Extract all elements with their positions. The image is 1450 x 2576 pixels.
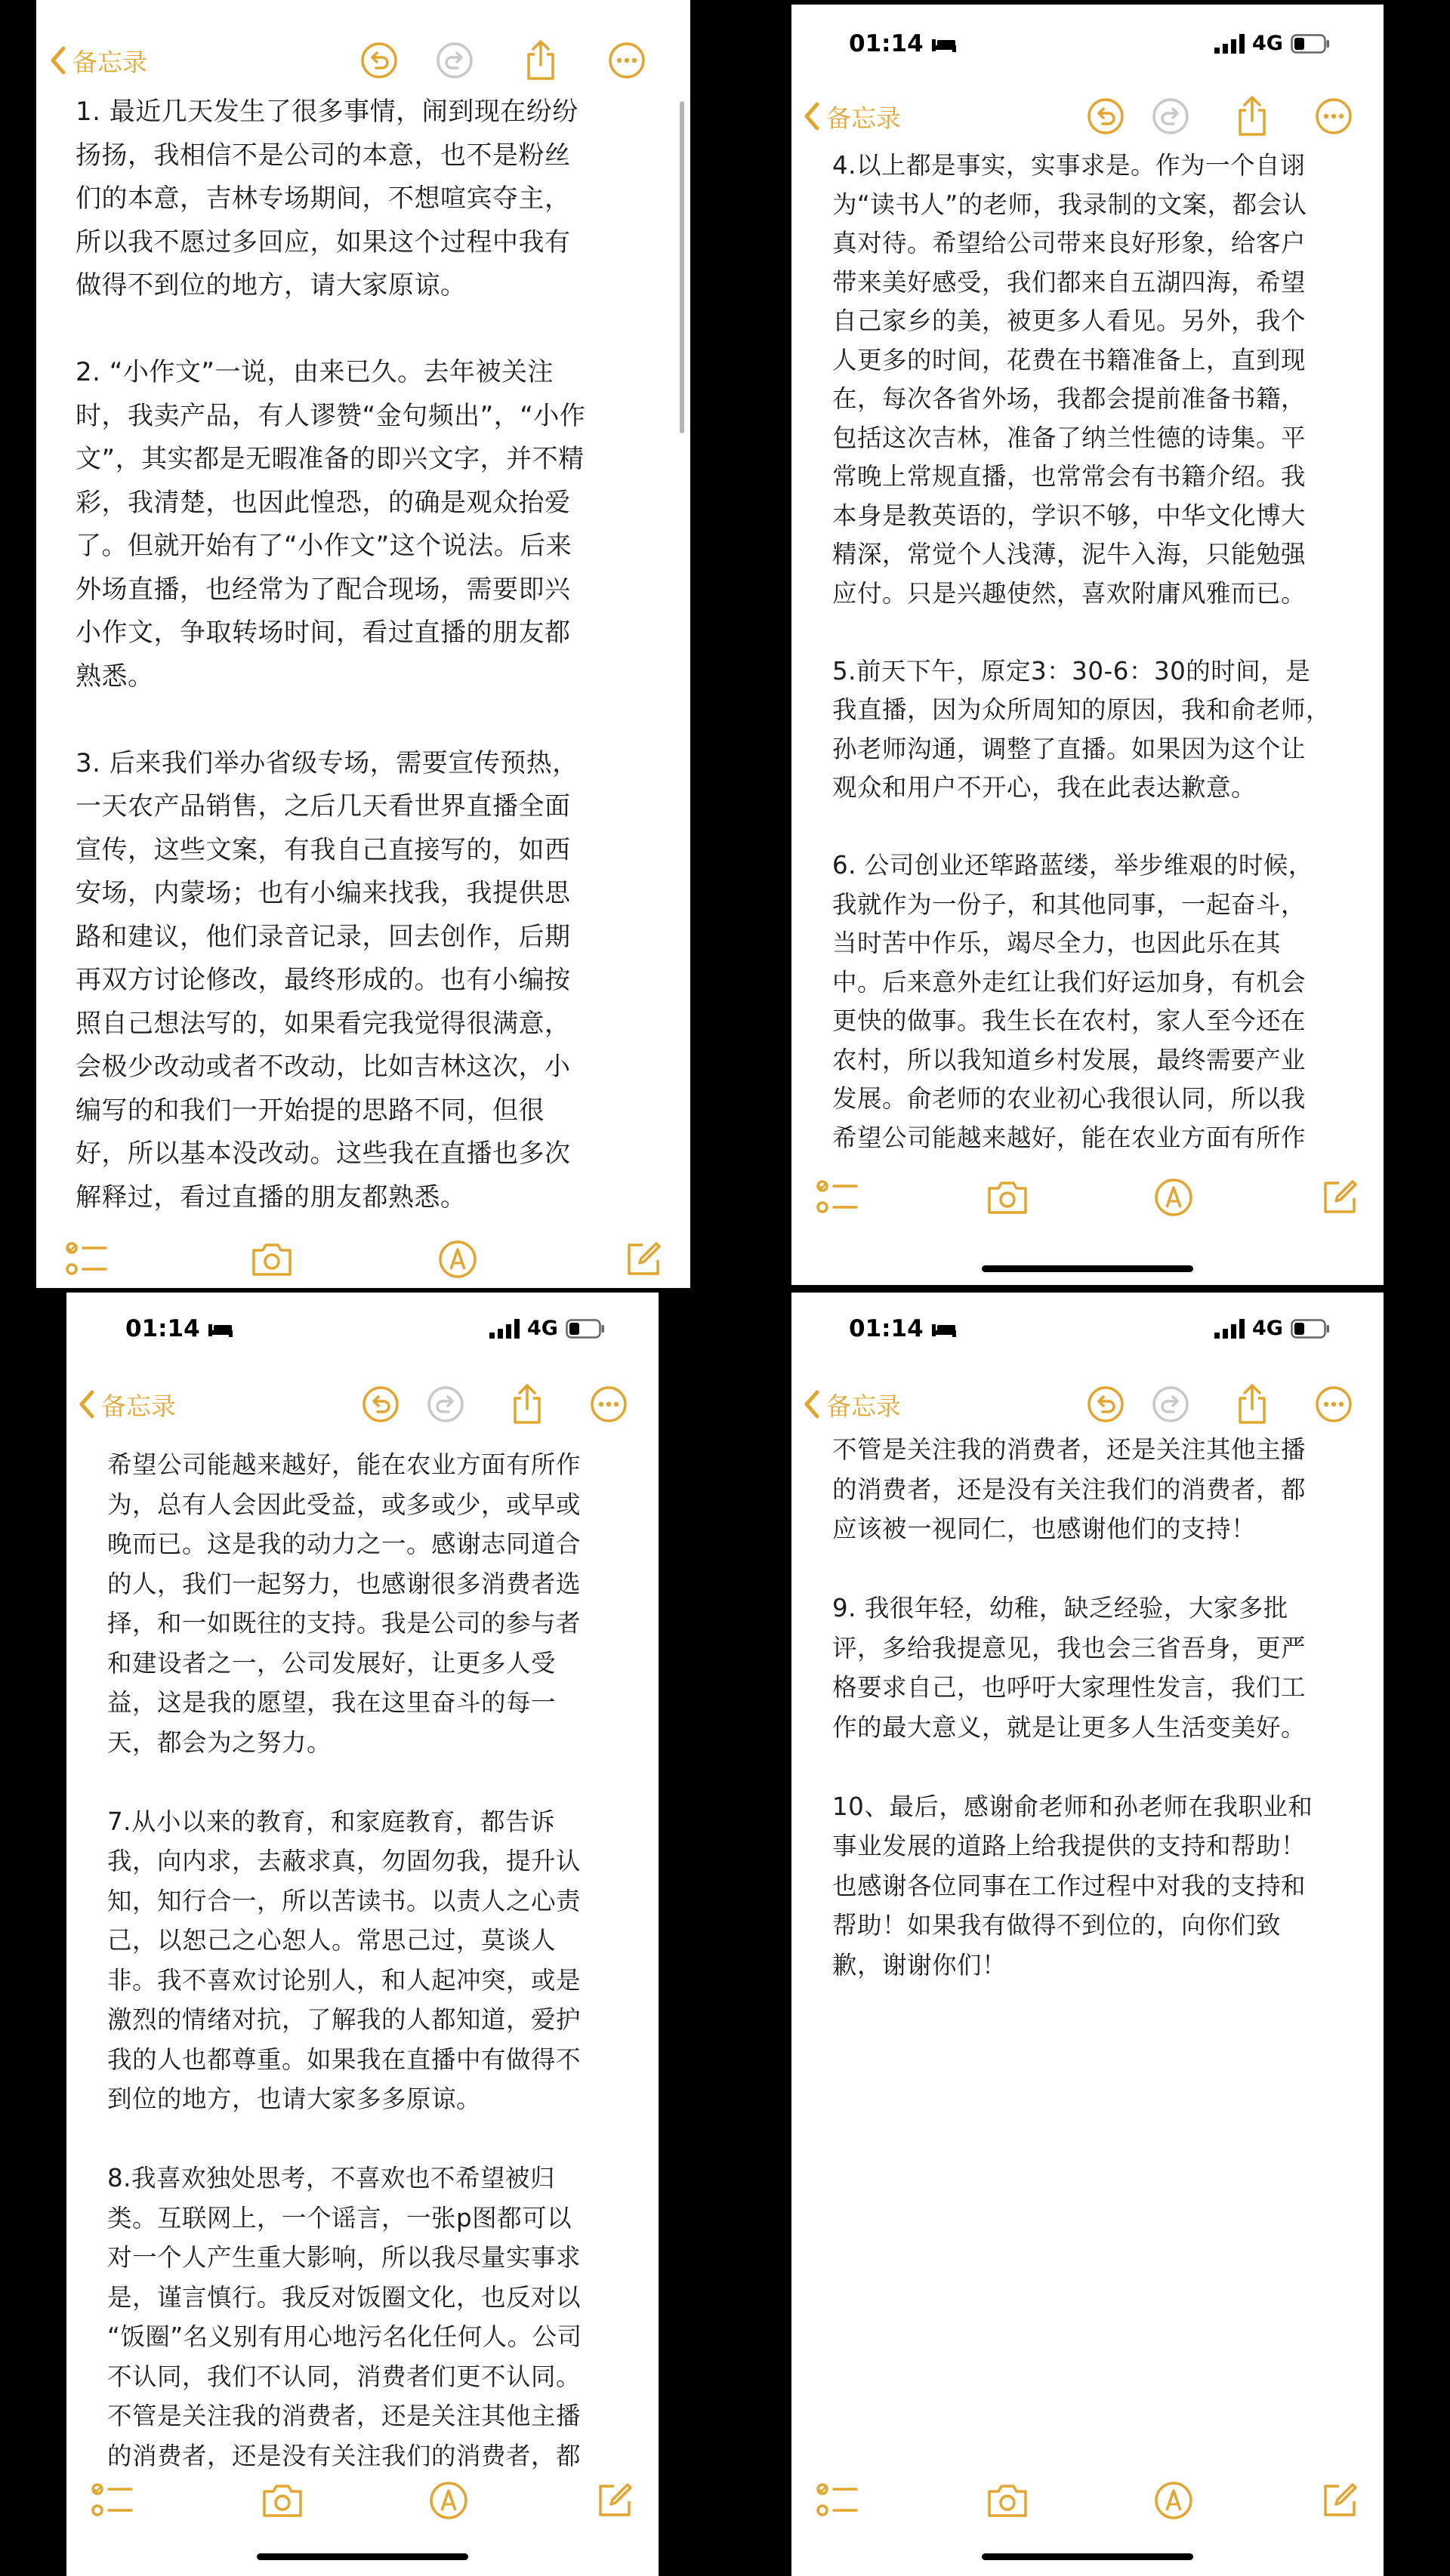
undo-button[interactable]	[358, 39, 400, 82]
back-button[interactable]	[48, 30, 147, 91]
back-button[interactable]	[802, 1374, 901, 1434]
sleep-bed-icon	[931, 1320, 957, 1338]
redo-icon	[1151, 1385, 1190, 1424]
bottom-toolbar	[36, 1229, 690, 1288]
back-button[interactable]	[77, 1374, 176, 1434]
note-text[interactable]: 1. 最近几天发生了很多事情，闹到现在纷纷 扬扬，我相信不是公司的本意，也不是粉丝 们的本意，吉林专场期间，不想喧宾夺主， 所以我不愿过多回应，如果这个过程中我有 做得不到位的地方，请大家原谅。 2. “小作文”一说，由来已久。去年被关注 时，我卖产品，有人谬赞“金句频出”，“小作 文”，其实都是无暇准备的即兴文字，并不精 彩，我清楚，也因此惶恐，的确是观众抬爱 了。但就开始有了“小作文”这个说法。后来 外场直播，也经常为了配合现场，需要即兴 小作文，争取转场时间，看过直播的朋友都 熟悉。 3. 后来我们举办省级专场，需要宣传预热， 一天农产品销售，之后几天看世界直播全面 宣传，这些文案，有我自己直接写的，如西 安场，内蒙场；也有小编来找我，我提供思 路和建议，他们录音记录，回去创作，后期 再双方讨论修改，最终形成的。也有小编按 照自己想法写的，如果看完我觉得很满意， 会极少改动或者不改动，比如吉林这次，小 编写的和我们一开始提的思路不同，但很 好，所以基本没改动。这些我在直播也多次 解释过，看过直播的朋友都熟悉。	[76, 97, 586, 1213]
signal-bars-icon	[1214, 1319, 1245, 1339]
chevron-left-icon	[48, 45, 68, 75]
checklist-icon	[65, 1240, 107, 1278]
note-text[interactable]: 不管是关注我的消费者，还是关注其他主播 的消费者，还是没有关注我们的消费者，都 应该被一视同仁，也感谢他们的支持！ 9. 我很年轻，幼稚，缺乏经验，大家多批 评，多给我提意见，我也会三省吾身，更严 格要求自己，也呼吁大家理性发言，我们工 作的最大意义，就是让更多人生活变美好。 10、最后，感谢俞老师和孙老师在我职业和 事业发展的道路上给我提供的支持和帮助！ 也感谢各位同事在工作过程中对我的支持和 帮助！如果我有做得不到位的，向你们致 歉，谢谢你们！	[832, 1435, 1313, 1980]
more-button[interactable]	[606, 39, 648, 82]
compose-icon	[1319, 2480, 1360, 2521]
undo-icon	[359, 41, 399, 80]
home-indicator[interactable]	[257, 2553, 468, 2560]
navigation-bar	[791, 86, 1384, 146]
chevron-left-icon	[802, 101, 822, 131]
status-bar	[791, 20, 1384, 65]
note-text[interactable]: 4.以上都是事实，实事求是。作为一个自诩 为“读书人”的老师，我录制的文案，都会认 真对待。希望给公司带来良好形象，给客户 带来美好感受，我们都来自五湖四海，希望 自己家乡的美，被更多人看见。另外，我个 人更多的时间，花费在书籍准备上，直到现 在，每次各省外场，我都会提前准备书籍， 包括这次吉林，准备了纳兰性德的诗集。平 常晚上常规直播，也常常会有书籍介绍。我 本身是教英语的，学识不够，中华文化博大 精深，常觉个人浅薄，泥牛入海，只能勉强 应付。只是兴趣使然，喜欢附庸风雅而已。 5.前天下午，原定3：30-6：30的时间，是 我直播，因为众所周知的原因，我和俞老师， 孙老师沟通，调整了直播。如果因为这个让 观众和用户不开心，我在此表达歉意。 6. 公司创业还筚路蓝缕，举步维艰的时候， 我就作为一份子，和其他同事，一起奋斗， 当时苦中作乐，竭尽全力，也因此乐在其 中。后来意外走红让我们好运加身，有机会 更快的做事。我生长在农村，家人至今还在 农村，所以我知道乡村发展，最终需要产业 发展。俞老师的农业初心我很认同，所以我 希望公司能越来越好，能在农业方面有所作	[832, 151, 1331, 1152]
camera-button[interactable]	[260, 2479, 305, 2522]
markup-pen-icon	[437, 1239, 478, 1280]
compose-button[interactable]	[621, 1238, 666, 1280]
more-icon	[589, 1385, 628, 1424]
back-label: 备忘录	[826, 1391, 901, 1421]
more-icon	[1314, 1385, 1353, 1424]
compose-icon	[1319, 1177, 1360, 1218]
checklist-button[interactable]	[814, 2479, 859, 2522]
more-icon	[1314, 97, 1353, 136]
note-panel-4	[791, 1293, 1384, 2576]
share-icon	[1234, 1383, 1270, 1425]
compose-button[interactable]	[592, 2479, 637, 2522]
status-time: 01:14	[849, 1315, 924, 1342]
camera-icon	[985, 1179, 1030, 1216]
share-icon	[523, 39, 559, 82]
home-indicator[interactable]	[982, 2553, 1193, 2560]
camera-button[interactable]	[985, 1176, 1030, 1219]
more-button[interactable]	[1313, 1383, 1355, 1425]
compose-button[interactable]	[1317, 2479, 1362, 2522]
signal-bars-icon	[489, 1319, 520, 1339]
compose-icon	[623, 1239, 664, 1280]
redo-button[interactable]	[424, 1383, 467, 1425]
undo-icon	[1086, 97, 1125, 136]
more-button[interactable]	[1313, 95, 1355, 137]
camera-icon	[260, 2482, 305, 2519]
checklist-icon	[91, 2482, 133, 2519]
share-button[interactable]	[506, 1383, 548, 1425]
network-type: 4G	[1252, 1317, 1283, 1340]
bottom-toolbar	[791, 1167, 1384, 1228]
markup-pen-icon	[1153, 2480, 1194, 2521]
home-indicator[interactable]	[982, 1265, 1193, 1272]
note-panel-2	[791, 5, 1384, 1285]
navigation-bar	[36, 30, 690, 91]
undo-icon	[1086, 1385, 1125, 1424]
navigation-bar	[791, 1374, 1384, 1434]
note-panel-1	[36, 0, 690, 1288]
markup-button[interactable]	[435, 1238, 480, 1280]
undo-button[interactable]	[359, 1383, 402, 1425]
status-bar	[66, 1305, 659, 1350]
back-label: 备忘录	[101, 1391, 176, 1421]
share-icon	[1234, 95, 1270, 137]
share-icon	[509, 1383, 545, 1425]
undo-button[interactable]	[1084, 95, 1127, 137]
back-label: 备忘录	[72, 47, 147, 77]
navigation-bar	[66, 1374, 659, 1434]
status-time: 01:14	[849, 30, 924, 57]
redo-button[interactable]	[433, 39, 476, 82]
scrollbar[interactable]	[680, 101, 684, 433]
share-button[interactable]	[1231, 1383, 1273, 1425]
note-text[interactable]: 希望公司能越来越好，能在农业方面有所作 为，总有人会因此受益，或多或少，或早或 晚而已。这是我的动力之一。感谢志同道合 的人，我们一起努力，也感谢很多消费者选 择，和一如既往的支持。我是公司的参与者 和建设者之一，公司发展好，让更多人受 益，这是我的愿望，我在这里奋斗的每一 天，都会为之努力。 7.从小以来的教育，和家庭教育，都告诉 我，向内求，去蔽求真，勿固勿我，提升认 知，知行合一，所以苦读书。以责人之心责 己，以恕己之心恕人。常思己过，莫谈人 非。我不喜欢讨论别人，和人起冲突，或是 激烈的情绪对抗，了解我的人都知道，爱护 我的人也都尊重。如果我在直播中有做得不 到位的地方，也请大家多多原谅。 8.我喜欢独处思考，不喜欢也不希望被归 类。互联网上，一个谣言，一张p图都可以 对一个人产生重大影响，所以我尽量实事求 是，谨言慎行。我反对饭圈文化，也反对以 “饭圈”名义别有用心地污名化任何人。公司 不认同，我们不认同，消费者们更不认同。 不管是关注我的消费者，还是关注其他主播 的消费者，还是没有关注我们的消费者，都	[107, 1450, 582, 2470]
back-button[interactable]	[802, 86, 901, 146]
checklist-button[interactable]	[89, 2479, 134, 2522]
battery-icon	[566, 1319, 605, 1339]
network-type: 4G	[1252, 32, 1283, 55]
markup-pen-icon	[428, 2480, 469, 2521]
status-bar	[791, 1305, 1384, 1350]
sleep-bed-icon	[208, 1320, 233, 1338]
redo-icon	[435, 41, 474, 80]
camera-button[interactable]	[985, 2479, 1030, 2522]
camera-button[interactable]	[249, 1238, 295, 1280]
redo-button[interactable]	[1149, 95, 1192, 137]
markup-button[interactable]	[1151, 2479, 1196, 2522]
battery-icon	[1291, 34, 1330, 54]
sleep-bed-icon	[931, 35, 957, 53]
share-button[interactable]	[520, 39, 562, 82]
more-button[interactable]	[588, 1383, 630, 1425]
more-icon	[607, 41, 646, 80]
markup-button[interactable]	[1151, 1176, 1196, 1219]
bottom-toolbar	[791, 2470, 1384, 2531]
chevron-left-icon	[802, 1389, 822, 1419]
undo-icon	[361, 1385, 400, 1424]
checklist-icon	[816, 1179, 858, 1216]
undo-button[interactable]	[1084, 1383, 1127, 1425]
markup-button[interactable]	[426, 2479, 471, 2522]
checklist-button[interactable]	[63, 1238, 109, 1280]
redo-button[interactable]	[1149, 1383, 1192, 1425]
network-type: 4G	[527, 1317, 558, 1340]
compose-icon	[594, 2480, 635, 2521]
battery-icon	[1291, 1319, 1330, 1339]
camera-icon	[249, 1241, 295, 1277]
share-button[interactable]	[1231, 95, 1273, 137]
checklist-icon	[816, 2482, 858, 2519]
chevron-left-icon	[77, 1389, 97, 1419]
markup-pen-icon	[1153, 1177, 1194, 1218]
signal-bars-icon	[1214, 34, 1245, 54]
back-label: 备忘录	[826, 103, 901, 133]
compose-button[interactable]	[1317, 1176, 1362, 1219]
note-panel-3	[66, 1293, 659, 2576]
redo-icon	[426, 1385, 465, 1424]
camera-icon	[985, 2482, 1030, 2519]
checklist-button[interactable]	[814, 1176, 859, 1219]
bottom-toolbar	[66, 2470, 659, 2531]
status-time: 01:14	[125, 1315, 200, 1342]
redo-icon	[1151, 97, 1190, 136]
